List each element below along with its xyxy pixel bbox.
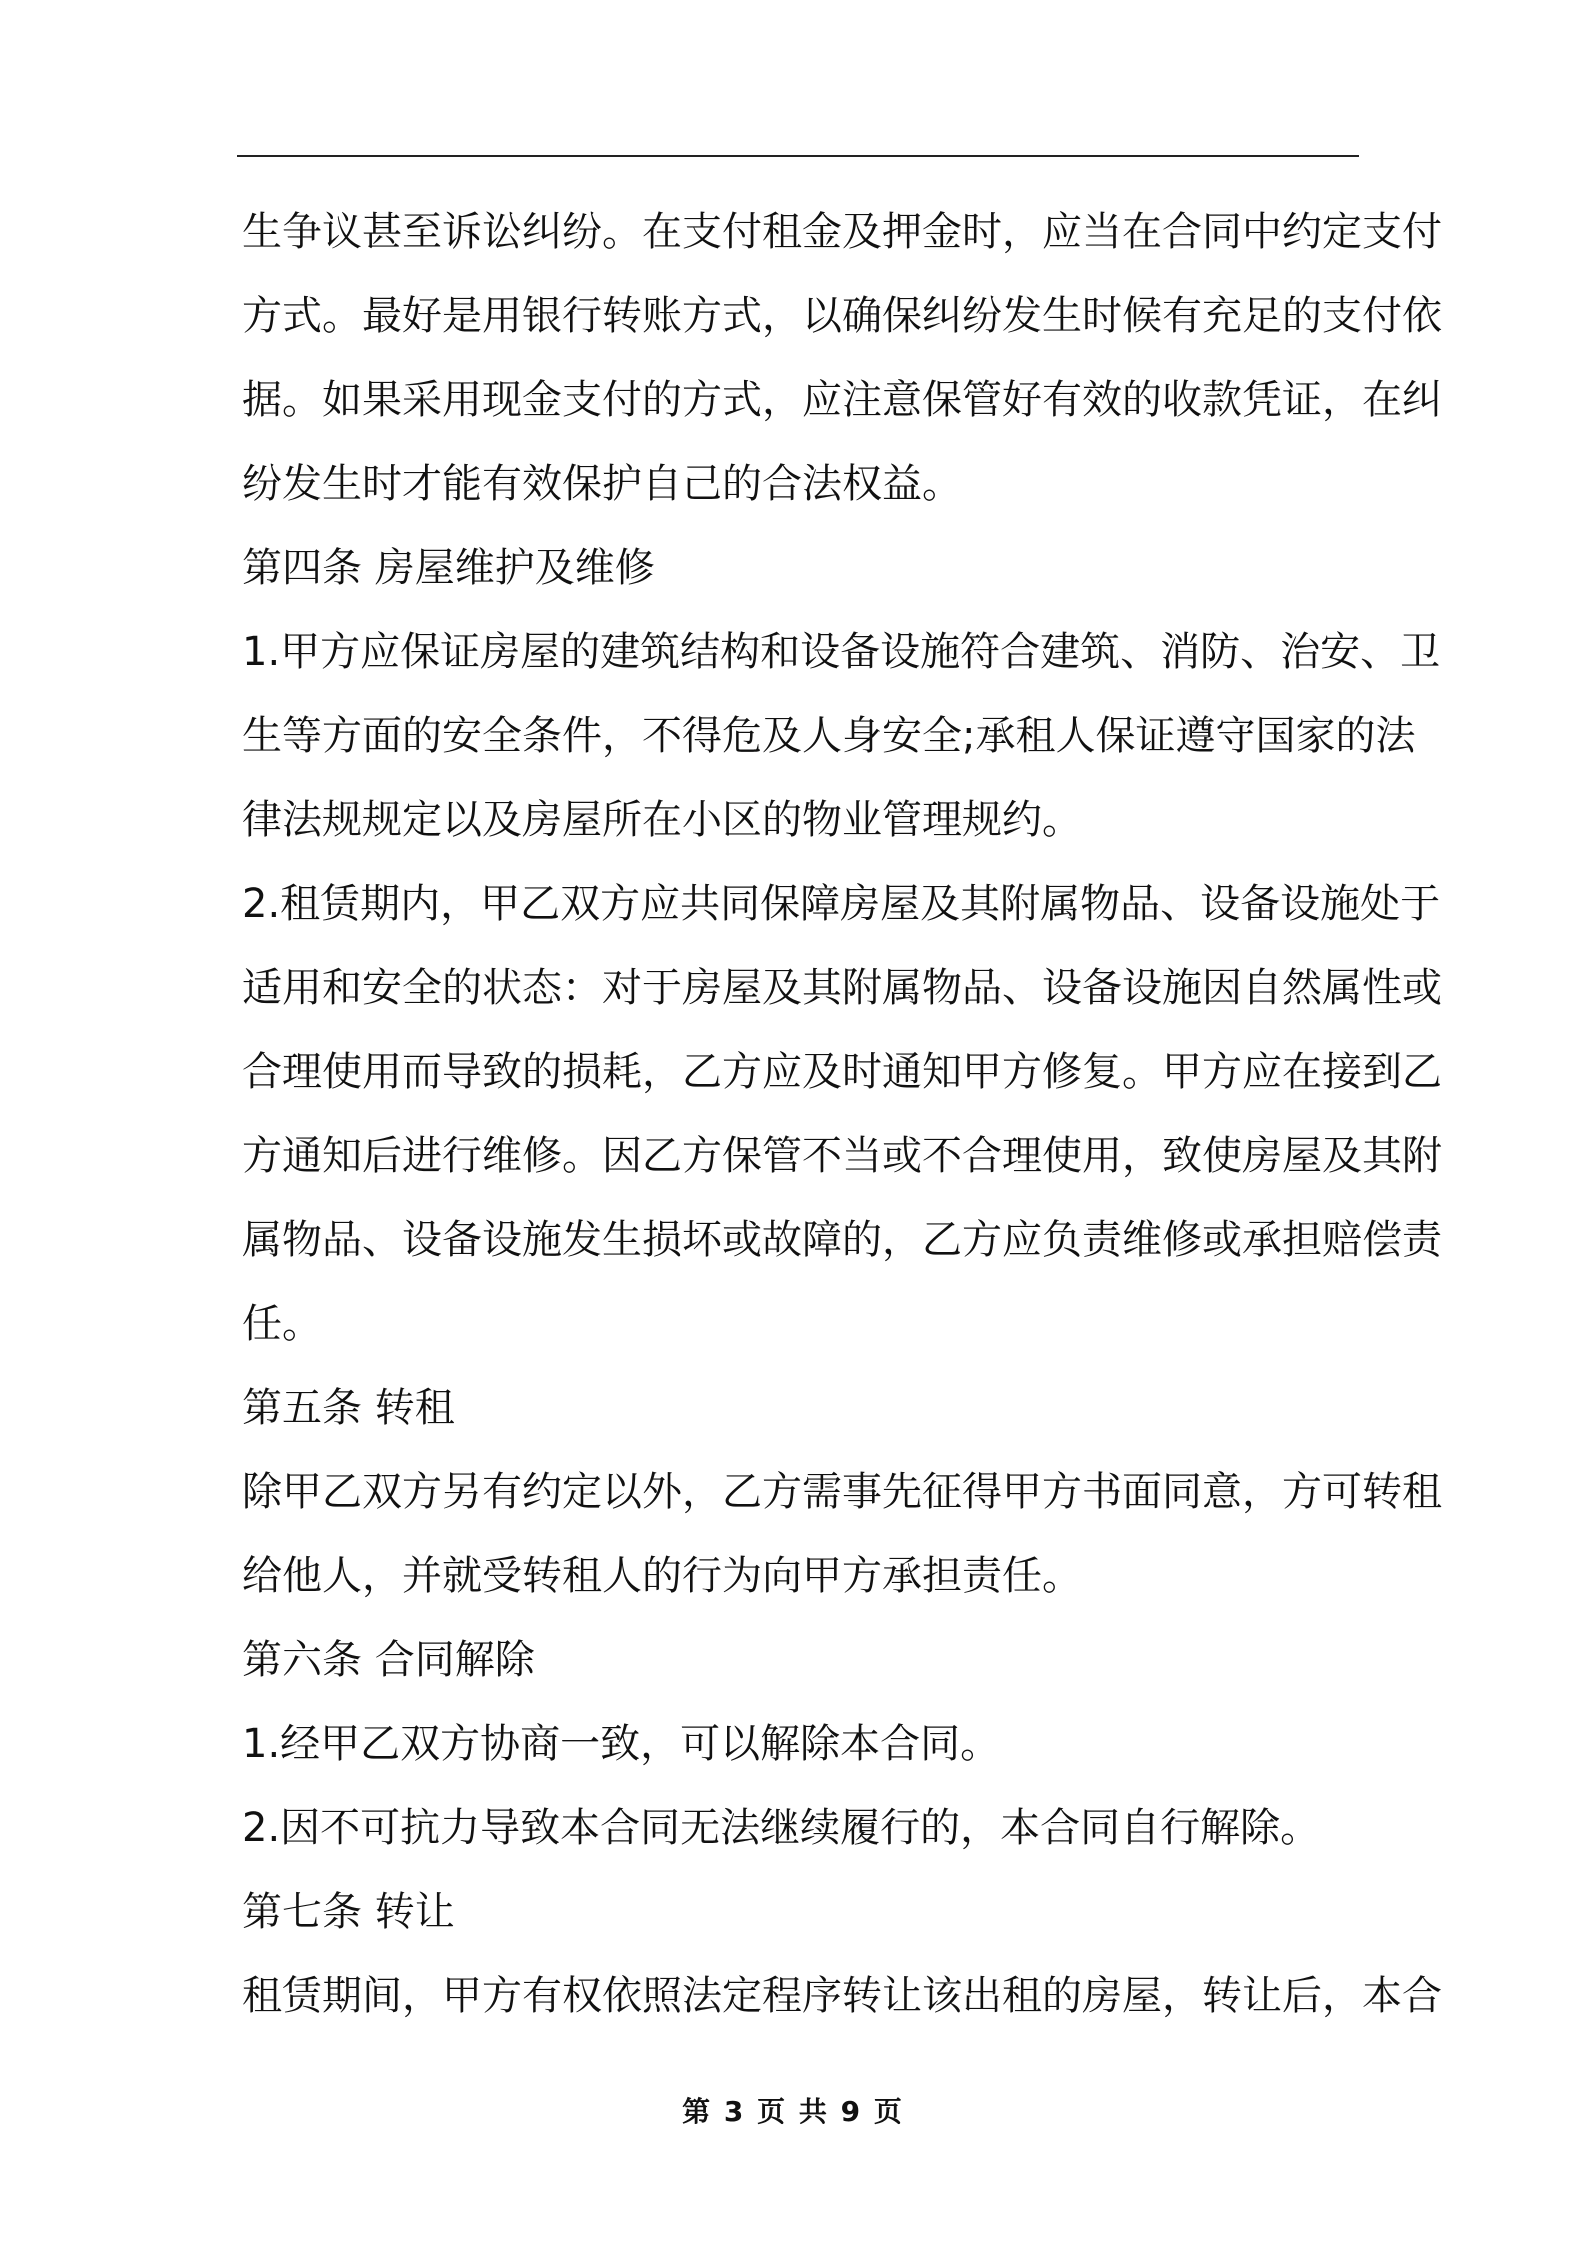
document-body	[242, 190, 1442, 2038]
paragraph-line: 给他人，并就受转租人的行为向甲方承担责任。	[242, 1553, 1082, 1599]
paragraph-line: 纷发生时才能有效保护自己的合法权益。	[242, 461, 962, 507]
section-heading-article-7: 第七条 转让	[242, 1889, 455, 1935]
paragraph-line: 方式。最好是用银行转账方式，以确保纠纷发生时候有充足的支付依	[242, 293, 1442, 339]
paragraph-line: 律法规规定以及房屋所在小区的物业管理规约。	[242, 797, 1082, 843]
paragraph-line: 生争议甚至诉讼纠纷。在支付租金及押金时，应当在合同中约定支付	[242, 209, 1442, 255]
paragraph-line: 属物品、设备设施发生损坏或故障的，乙方应负责维修或承担赔偿责	[242, 1217, 1442, 1263]
paragraph-line: 租赁期间，甲方有权依照法定程序转让该出租的房屋，转让后，本合	[242, 1973, 1442, 2019]
paragraph-line: 2.因不可抗力导致本合同无法继续履行的，本合同自行解除。	[242, 1805, 1321, 1851]
paragraph-line: 适用和安全的状态：对于房屋及其附属物品、设备设施因自然属性或	[242, 965, 1442, 1011]
section-heading-article-6: 第六条 合同解除	[242, 1637, 535, 1683]
section-heading-article-5: 第五条 转租	[242, 1385, 455, 1431]
section-heading-article-4: 第四条 房屋维护及维修	[242, 545, 655, 591]
paragraph-line: 2.租赁期内，甲乙双方应共同保障房屋及其附属物品、设备设施处于	[242, 881, 1441, 927]
paragraph-line: 任。	[242, 1301, 322, 1347]
paragraph-line: 1.经甲乙双方协商一致，可以解除本合同。	[242, 1721, 1001, 1767]
paragraph-line: 生等方面的安全条件，不得危及人身安全;承租人保证遵守国家的法	[242, 713, 1416, 759]
paragraph-line: 据。如果采用现金支付的方式，应注意保管好有效的收款凭证，在纠	[242, 377, 1442, 423]
paragraph-line: 1.甲方应保证房屋的建筑结构和设备设施符合建筑、消防、治安、卫	[242, 629, 1441, 675]
paragraph-line: 合理使用而导致的损耗，乙方应及时通知甲方修复。甲方应在接到乙	[242, 1049, 1442, 1095]
paragraph-line: 方通知后进行维修。因乙方保管不当或不合理使用，致使房屋及其附	[242, 1133, 1442, 1179]
page-number-footer: 第 3 页 共 9 页	[682, 2095, 904, 2128]
paragraph-line: 除甲乙双方另有约定以外，乙方需事先征得甲方书面同意，方可转租	[242, 1469, 1442, 1515]
header-divider	[237, 155, 1359, 157]
